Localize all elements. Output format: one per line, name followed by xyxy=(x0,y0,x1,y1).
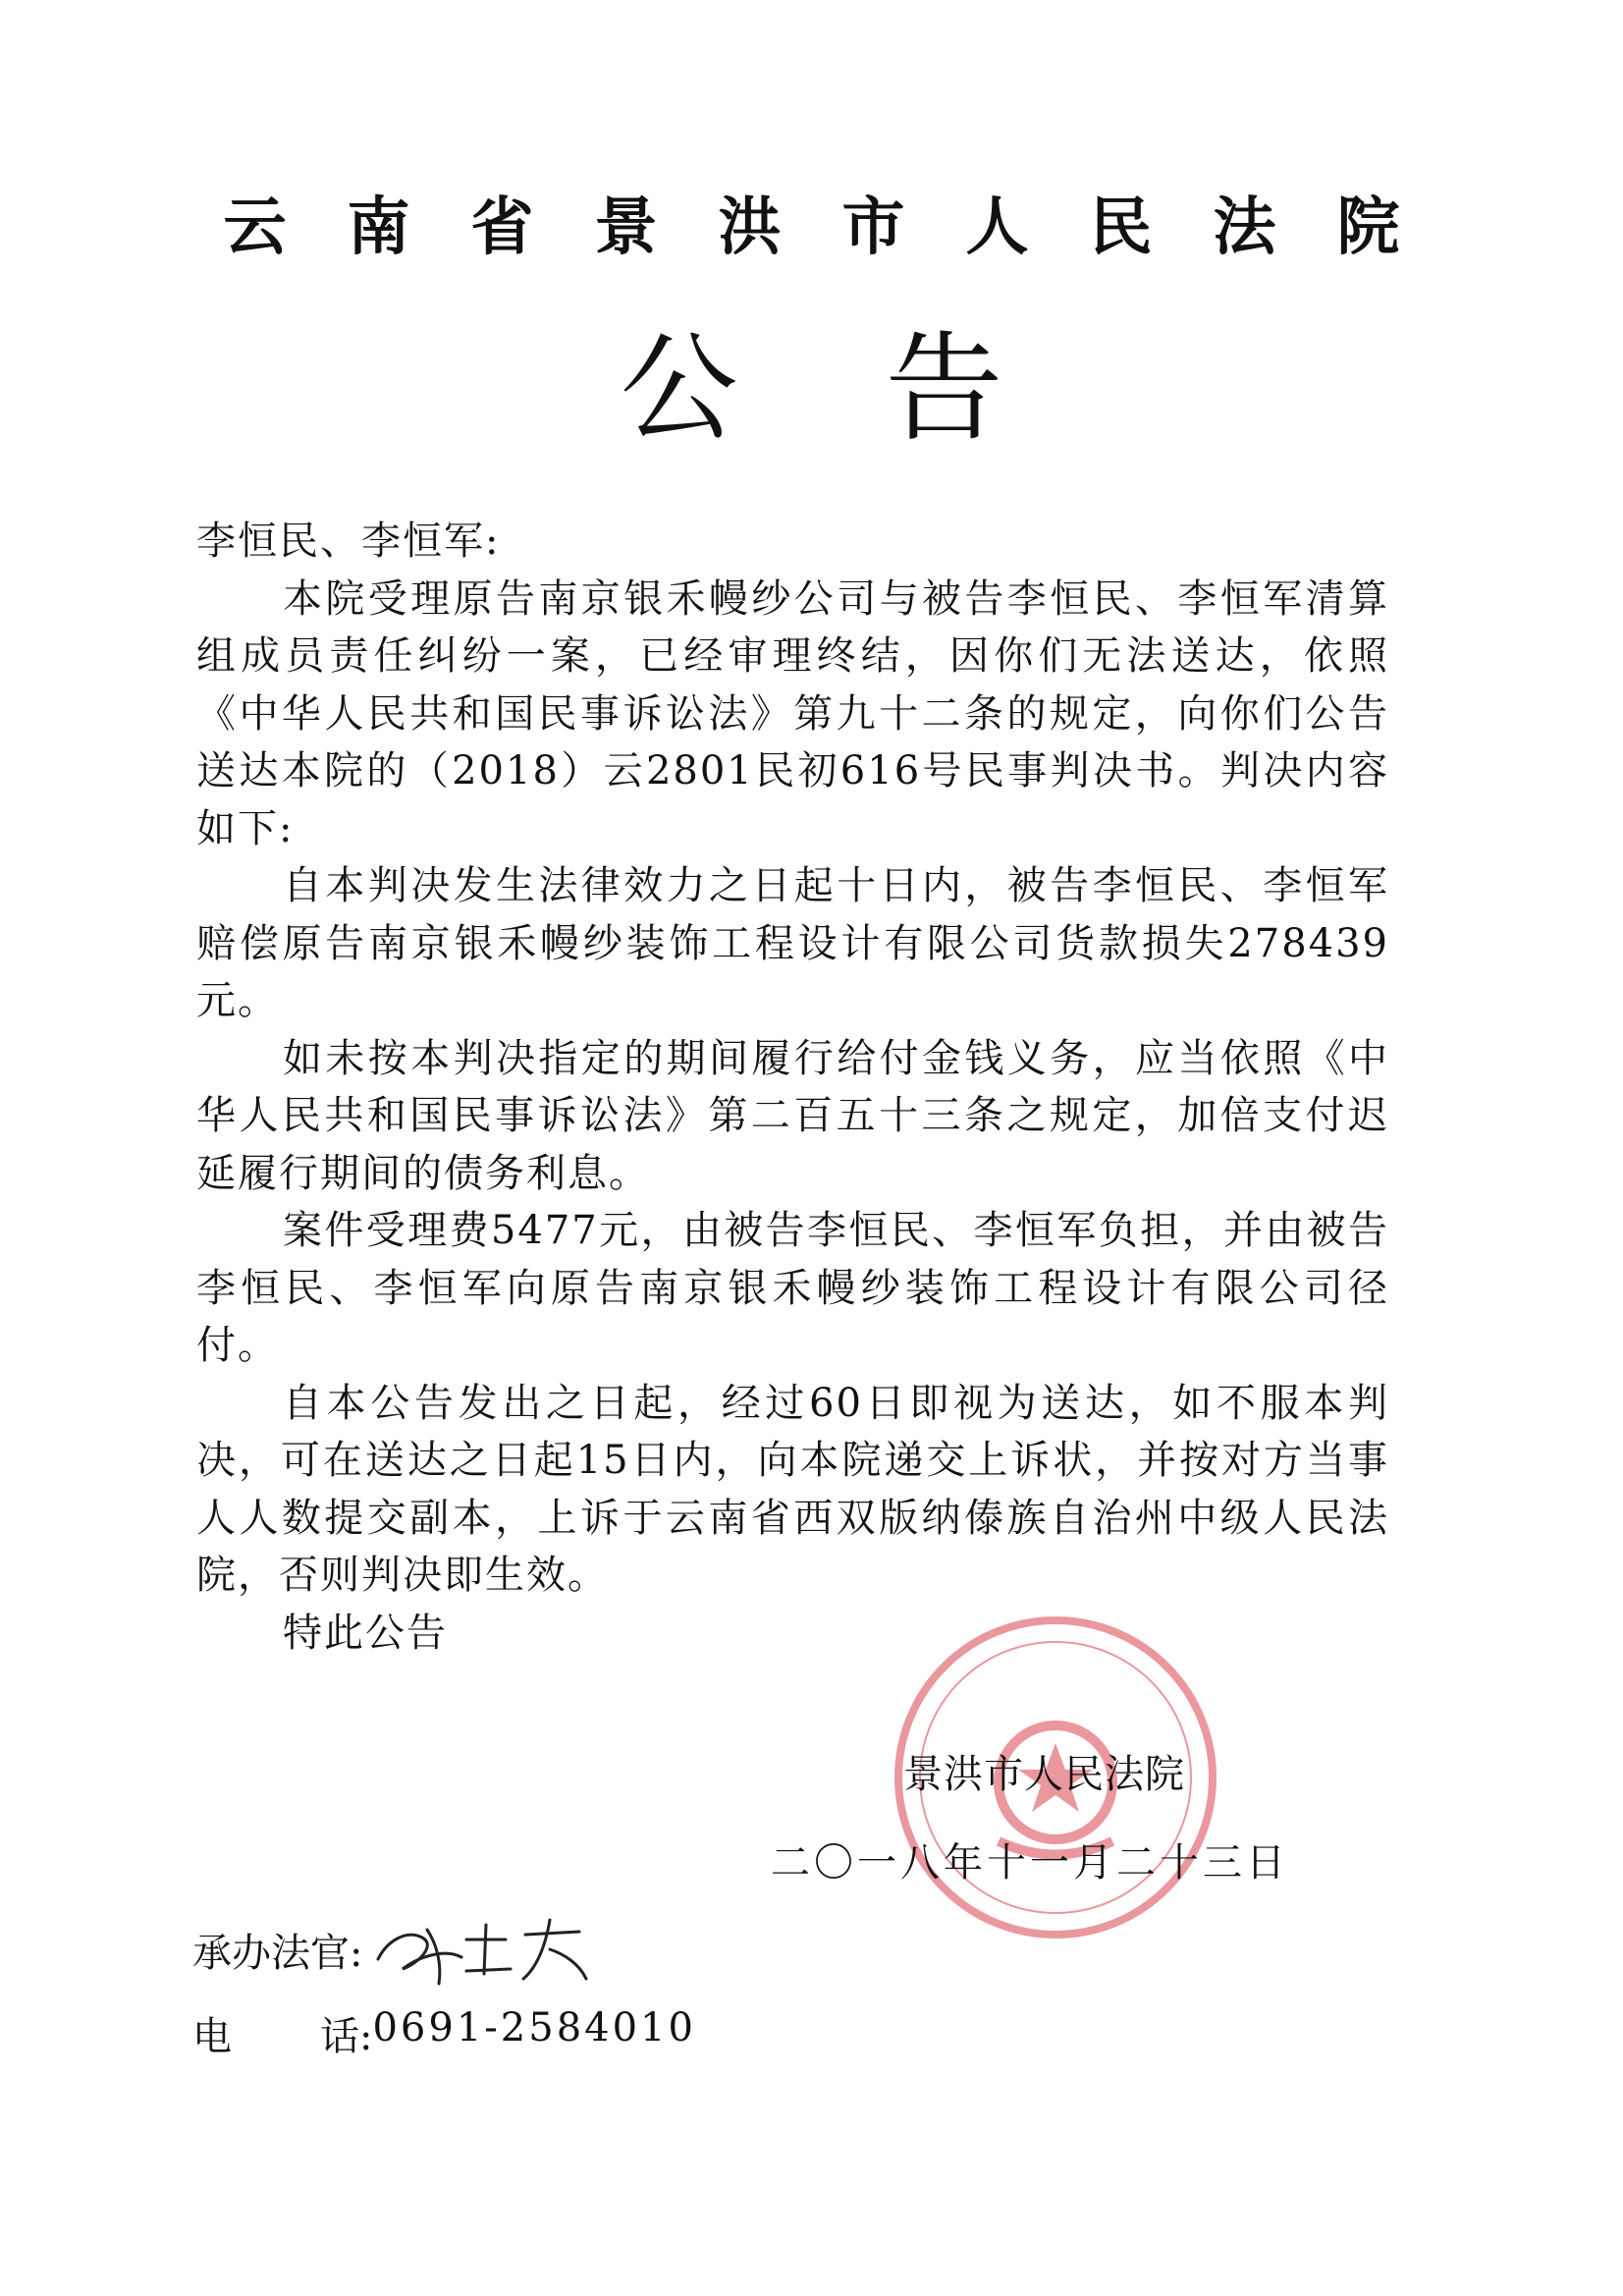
phone-label-2: 话: xyxy=(320,2014,373,2059)
judge-signature xyxy=(368,1910,594,1989)
court-name-heading: 云南省景洪市人民法院 xyxy=(223,191,1461,264)
phone-label-1: 电 xyxy=(192,2014,232,2059)
judge-label: 承办法官: xyxy=(192,1930,363,1976)
paragraph-2: 自本判决发生法律效力之日起十日内，被告李恒民、李恒军赔偿原告南京银禾幔纱装饰工程设计有限公司货款损失278439元。 xyxy=(196,863,1389,1023)
addressee: 李恒民、李恒军: xyxy=(196,519,501,564)
closing-line: 特此公告 xyxy=(283,1610,448,1656)
paragraph-1: 本院受理原告南京银禾幔纱公司与被告李恒民、李恒军清算组成员责任纠纷一案，已经审理终结，因你们无法送达，依照《中华人民共和国民事诉讼法》第九十二条的规定，向你们公告送达本院的（2018）云2801民初616号民事判决书。判决内容如下: xyxy=(196,575,1389,851)
paragraph-3: 如未按本判决指定的期间履行给付金钱义务，应当依照《中华人民共和国民事诉讼法》第二百五十三条之规定，加倍支付迟延履行期间的债务利息。 xyxy=(196,1035,1389,1196)
phone-number: 0691-2584010 xyxy=(372,2005,696,2050)
document-body xyxy=(196,513,1389,1662)
signoff-court-name: 景洪市人民法院 xyxy=(903,1752,1185,1797)
paragraph-5: 自本公告发出之日起，经过60日即视为送达，如不服本判决，可在送达之日起15日内，向本院递交上诉状，并按对方当事人人数提交副本，上诉于云南省西双版纳傣族自治州中级人民法院，否则判决即生效。 xyxy=(196,1380,1389,1598)
signoff-date: 二〇一八年十一月二十三日 xyxy=(771,1840,1289,1886)
paragraph-4: 案件受理费5477元，由被告李恒民、李恒军负担，并由被告李恒民、李恒军向原告南京银禾幔纱装饰工程设计有限公司径付。 xyxy=(196,1208,1389,1368)
judge-line xyxy=(192,1910,594,1989)
document-type-heading: 公告 xyxy=(620,321,1151,458)
phone-line xyxy=(192,2005,696,2061)
